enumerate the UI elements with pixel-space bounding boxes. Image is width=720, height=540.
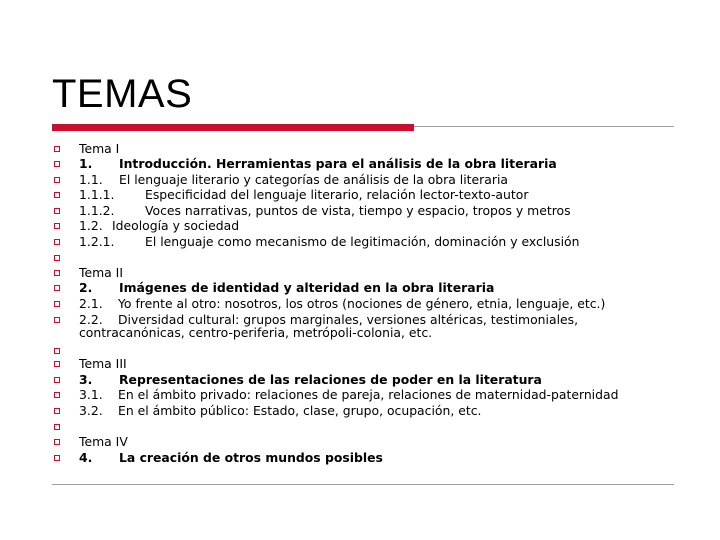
- list-item-continuation-text: contracanónicas, centro-periferia, metrópoli-colonia, etc.: [79, 325, 433, 340]
- list-item-label: Yo frente al otro: nosotros, los otros (nociones de género, etnia, lenguaje, etc.): [118, 296, 606, 311]
- list-item-text: [79, 356, 127, 371]
- list-item: [0, 419, 720, 434]
- bullet-square-icon: [54, 285, 60, 291]
- list-item-label: Imágenes de identidad y alteridad en la obra literaria: [119, 280, 495, 295]
- bullet-square-icon: [54, 408, 60, 414]
- title-accent-bar: [52, 124, 414, 131]
- list-item: [0, 187, 720, 202]
- list-item-label: Tema III: [79, 356, 127, 371]
- list-item: [0, 234, 720, 249]
- bullet-square-icon: [54, 270, 60, 276]
- list-item-text: [79, 234, 579, 249]
- list-item-text: [79, 156, 557, 171]
- list-item-label: El lenguaje como mecanismo de legitimación, dominación y exclusión: [145, 234, 580, 249]
- slide-title: TEMAS: [52, 72, 193, 116]
- list-item-text: [79, 141, 119, 156]
- list-item: [0, 265, 720, 280]
- list-item-label: En el ámbito público: Estado, clase, grupo, ocupación, etc.: [118, 403, 482, 418]
- bullet-square-icon: [54, 239, 60, 245]
- list-item-number: 1.1.1.: [79, 187, 115, 202]
- list-item-number: 1.2.: [79, 218, 103, 233]
- list-item-text: [79, 387, 618, 402]
- list-item-number: 2.2.: [79, 312, 103, 327]
- list-item-number: 2.: [79, 280, 93, 295]
- bullet-square-icon: [54, 177, 60, 183]
- list-item: [0, 156, 720, 171]
- list-item-continuation: [0, 325, 720, 340]
- list-item: [0, 296, 720, 311]
- list-item-number: 3.1.: [79, 387, 103, 402]
- list-item-number: 1.2.1.: [79, 234, 115, 249]
- list-item-label: En el ámbito privado: relaciones de pareja, relaciones de maternidad-paternidad: [118, 387, 619, 402]
- list-item-label: Diversidad cultural: grupos marginales, versiones altéricas, testimoniales,: [118, 312, 579, 327]
- bullet-square-icon: [54, 377, 60, 383]
- bullet-square-icon: [54, 208, 60, 214]
- bullet-square-icon: [54, 146, 60, 152]
- bullet-square-icon: [54, 439, 60, 445]
- bullet-square-icon: [54, 161, 60, 167]
- footer-divider: [52, 484, 674, 485]
- list-item-text: [79, 296, 605, 311]
- list-item: [0, 250, 720, 265]
- bullet-square-icon: [54, 392, 60, 398]
- list-item: [0, 403, 720, 418]
- bullet-square-icon: [54, 192, 60, 198]
- list-item-label: Voces narrativas, puntos de vista, tiempo y espacio, tropos y metros: [145, 203, 571, 218]
- list-item-label: El lenguaje literario y categorías de análisis de la obra literaria: [119, 172, 508, 187]
- list-item-number: 3.: [79, 372, 93, 387]
- list-item: [0, 203, 720, 218]
- bullet-square-icon: [54, 223, 60, 229]
- bullet-square-icon: [54, 361, 60, 367]
- bullet-square-icon: [54, 455, 60, 461]
- list-item-label: Tema IV: [79, 434, 128, 449]
- list-item-text: [79, 434, 128, 449]
- list-item-label: La creación de otros mundos posibles: [119, 450, 383, 465]
- list-item-label: Ideología y sociedad: [112, 218, 240, 233]
- list-item-number: 1.1.2.: [79, 203, 115, 218]
- list-item-label: Introducción. Herramientas para el análisis de la obra literaria: [119, 156, 557, 171]
- list-item-text: [79, 372, 542, 387]
- list-item-number: 3.2.: [79, 403, 103, 418]
- bullet-square-icon: [54, 255, 60, 261]
- list-item: [0, 280, 720, 295]
- list-item-text: [79, 187, 528, 202]
- list-item-text: [79, 265, 123, 280]
- list-item-text: [79, 203, 571, 218]
- list-item-number: 4.: [79, 450, 93, 465]
- bullet-square-icon: [54, 317, 60, 323]
- list-item-label: Tema II: [79, 265, 123, 280]
- bullet-square-icon: [54, 301, 60, 307]
- list-item-number: 1.: [79, 156, 93, 171]
- list-item-label: Especificidad del lenguaje literario, relación lector-texto-autor: [145, 187, 529, 202]
- list-item-text: [79, 450, 383, 465]
- list-item-text: [79, 280, 494, 295]
- list-item-label: Representaciones de las relaciones de poder en la literatura: [119, 372, 542, 387]
- list-item: [0, 387, 720, 402]
- bullet-square-icon: [54, 424, 60, 430]
- list-item: [0, 434, 720, 449]
- list-item: [0, 172, 720, 187]
- list-item: [0, 450, 720, 465]
- list-item-text: [79, 172, 508, 187]
- list-item: [0, 218, 720, 233]
- list-item-number: 2.1.: [79, 296, 103, 311]
- list-item-text: [79, 218, 239, 233]
- list-item-number: 1.1.: [79, 172, 103, 187]
- list-item: [0, 372, 720, 387]
- list-item-text: [79, 403, 481, 418]
- list-item: [0, 356, 720, 371]
- bullet-square-icon: [54, 348, 60, 354]
- list-item-label: Tema I: [79, 141, 120, 156]
- list-item: [0, 141, 720, 156]
